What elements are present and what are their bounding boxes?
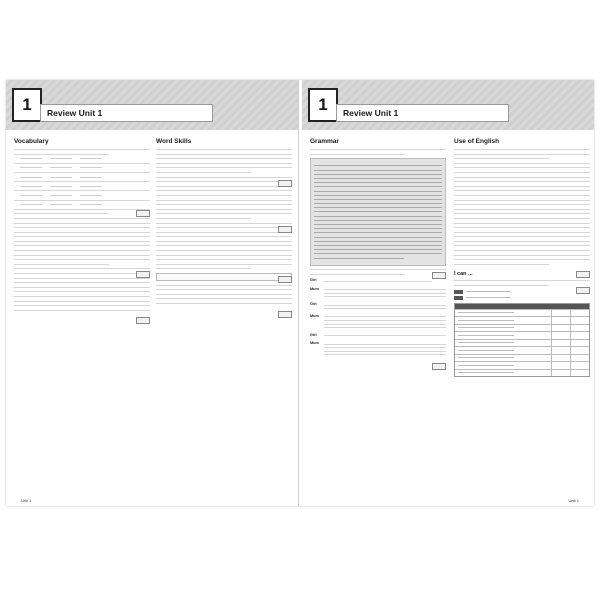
mark-box (432, 272, 446, 279)
page-title: Review Unit 1 (40, 104, 213, 122)
page-footer (14, 498, 31, 503)
table-row (455, 316, 589, 324)
mark-box (576, 287, 590, 294)
table-row (455, 354, 589, 362)
footer-label: Unit 1 (21, 498, 32, 503)
speaker-label: Mum (310, 286, 319, 291)
mark-box (136, 210, 150, 217)
section-heading: Word Skills (156, 138, 192, 145)
mark-box (136, 271, 150, 278)
page-footer (569, 498, 586, 503)
use-of-english-column (454, 138, 590, 377)
self-assessment-table (454, 303, 590, 378)
unit-number-badge: 1 (308, 88, 338, 122)
speaker-label: Girl (310, 302, 317, 307)
table-row (455, 324, 589, 332)
mark-box (136, 317, 150, 324)
dialogue-line (310, 287, 446, 300)
legend-row (454, 296, 576, 300)
footer-label: Unit 1 (568, 498, 579, 503)
section-heading: Grammar (310, 138, 339, 145)
book-spread (6, 80, 594, 506)
table-row (455, 369, 589, 377)
unit-number-badge: 1 (12, 88, 42, 122)
right-page (302, 80, 594, 506)
dialogue-line (310, 302, 446, 312)
grammar-column (310, 138, 446, 376)
table-row (455, 339, 589, 347)
word-skills-column (156, 138, 292, 324)
i-can-heading: I can ... (454, 270, 473, 277)
dialogue-line (310, 314, 446, 331)
legend-row (454, 290, 576, 294)
left-page (6, 80, 299, 506)
mark-box (278, 311, 292, 318)
mark-box (278, 226, 292, 233)
dialogue-line (310, 341, 446, 358)
section-heading: Vocabulary (14, 138, 49, 145)
speaker-label: Mum (310, 313, 319, 318)
table-row (455, 361, 589, 369)
page-title: Review Unit 1 (336, 104, 509, 122)
table-row (455, 309, 589, 317)
speaker-label: Girl (310, 278, 317, 283)
mark-box (278, 276, 292, 283)
mark-box (432, 363, 446, 370)
dialogue-line (310, 333, 446, 339)
table-row (455, 331, 589, 339)
table-row (455, 346, 589, 354)
section-heading: Use of English (454, 138, 500, 145)
dialogue-line (310, 278, 432, 284)
mark-box (576, 271, 590, 278)
speaker-label: Girl (310, 332, 317, 337)
mark-box (278, 180, 292, 187)
speaker-label: Mum (310, 340, 319, 345)
word-box (156, 273, 292, 281)
vocabulary-column (14, 138, 150, 330)
text-box (310, 158, 446, 266)
